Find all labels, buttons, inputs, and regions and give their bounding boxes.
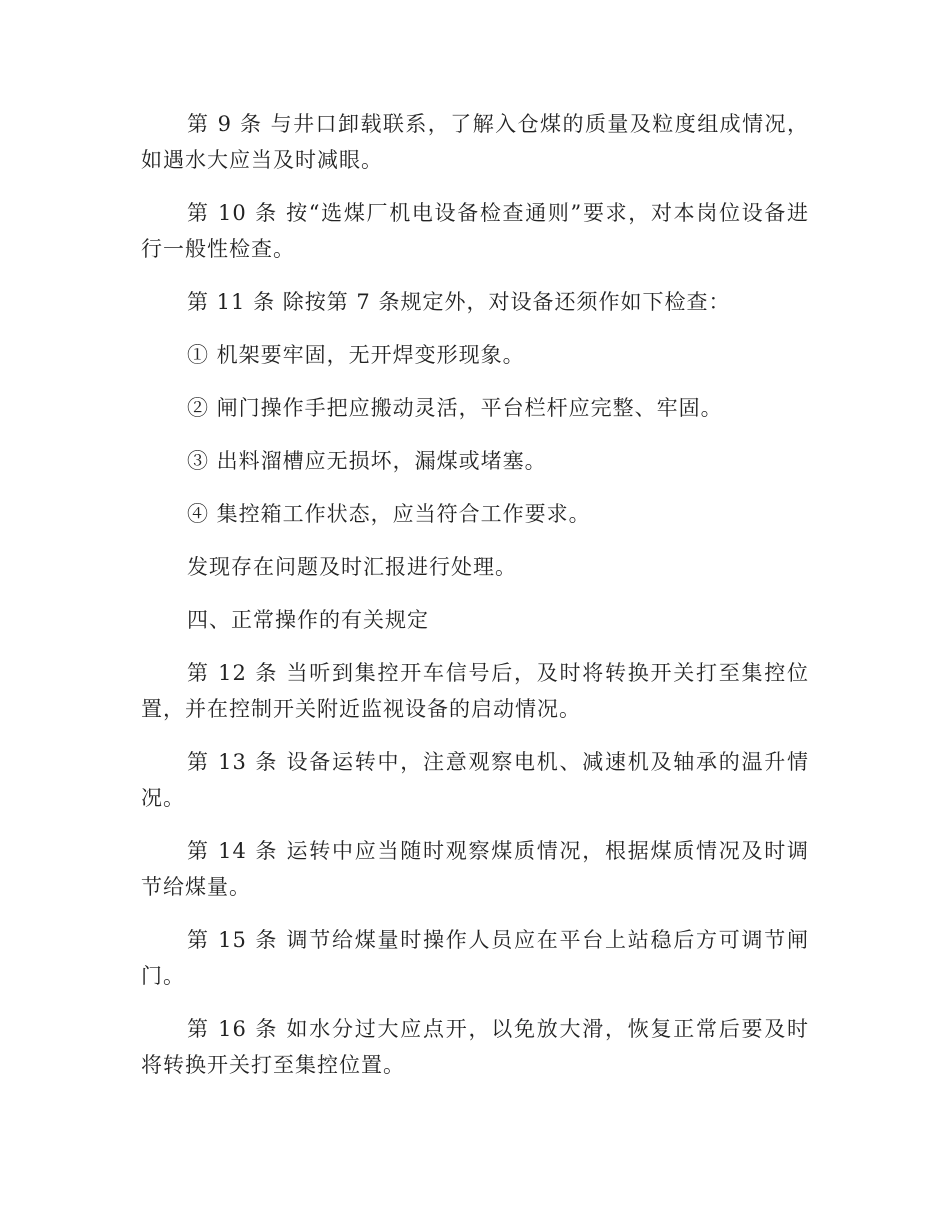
paragraph-article-15: 第 15 条 调节给煤量时操作人员应在平台上站稳后方可调节闸门。 — [141, 928, 809, 988]
paragraph-article-14: 第 14 条 运转中应当随时观察煤质情况，根据煤质情况及时调节给煤量。 — [141, 839, 809, 899]
paragraph-article-9: 第 9 条 与井口卸载联系，了解入仓煤的质量及粒度组成情况，如遇水大应当及时减眼。 — [141, 112, 809, 172]
paragraph-article-11: 第 11 条 除按第 7 条规定外，对设备还须作如下检查： — [187, 290, 731, 314]
section-heading-normal-operation: 四、正常操作的有关规定 — [187, 608, 429, 632]
paragraph-article-10: 第 10 条 按“选煤厂机电设备检查通则”要求，对本岗位设备进行一般性检查。 — [141, 201, 809, 261]
document-body — [141, 106, 809, 1100]
paragraph-article-16: 第 16 条 如水分过大应点开，以免放大滑，恢复正常后要及时将转换开关打至集控位置。 — [141, 1017, 809, 1077]
paragraph-report-issues: 发现存在问题及时汇报进行处理。 — [187, 555, 517, 579]
paragraph-check-item-4: ④ 集控箱工作状态，应当符合工作要求。 — [187, 502, 591, 526]
paragraph-article-12: 第 12 条 当听到集控开车信号后，及时将转换开关打至集控位置，并在控制开关附近监视设备的启动情况。 — [141, 661, 809, 721]
paragraph-article-13: 第 13 条 设备运转中，注意观察电机、减速机及轴承的温升情况。 — [141, 750, 809, 810]
paragraph-check-item-3: ③ 出料溜槽应无损坏，漏煤或堵塞。 — [187, 449, 547, 473]
paragraph-check-item-2: ② 闸门操作手把应搬动灵活，平台栏杆应完整、牢固。 — [187, 396, 723, 420]
paragraph-check-item-1: ① 机架要牢固，无开焊变形现象。 — [187, 343, 525, 367]
